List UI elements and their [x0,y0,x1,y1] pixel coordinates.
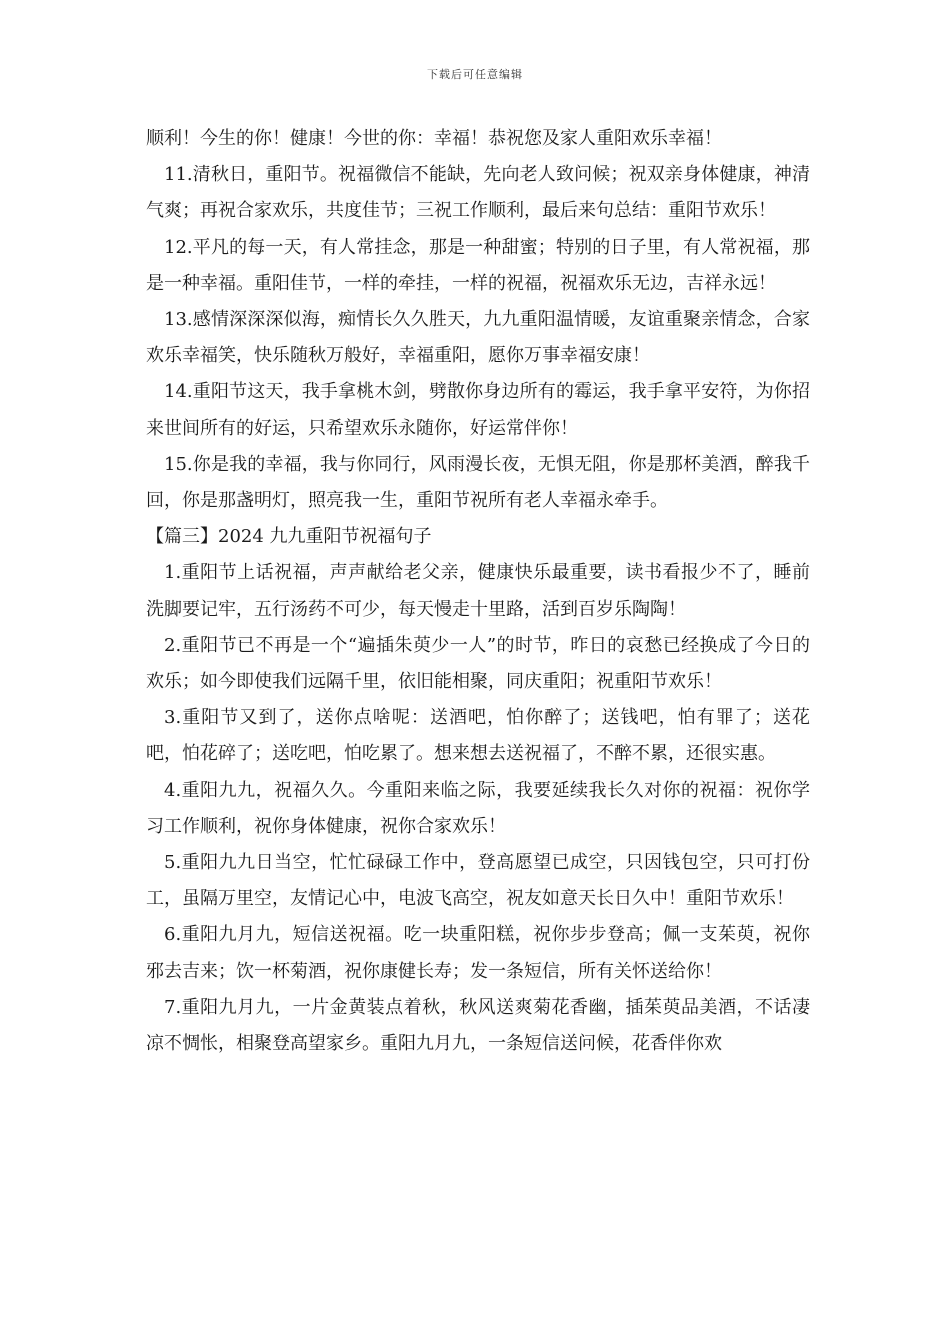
list-item: 6.重阳九月九，短信送祝福。吃一块重阳糕，祝你步步登高；佩一支茱萸，祝你邪去吉来；饮一杯菊酒，祝你康健长寿；发一条短信，所有关怀送给你！ [146,924,810,982]
list-item: 1.重阳节上话祝福，声声献给老父亲，健康快乐最重要，读书看报少不了，睡前洗脚要记牢，五行汤药不可少，每天慢走十里路，活到百岁乐陶陶！ [146,562,810,620]
list-item: 14.重阳节这天，我手拿桃木剑，劈散你身边所有的霉运，我手拿平安符，为你招来世间所有的好运，只希望欢乐永随你，好运常伴你！ [146,381,810,439]
list-item: 12.平凡的每一天，有人常挂念，那是一种甜蜜；特别的日子里，有人常祝福，那是一种幸福。重阳佳节，一样的牵挂，一样的祝福，祝福欢乐无边，吉祥永远！ [146,236,810,294]
list-item: 11.清秋日，重阳节。祝福微信不能缺，先向老人致问候；祝双亲身体健康，神清气爽；再祝合家欢乐，共度佳节；三祝工作顺利，最后来句总结：重阳节欢乐！ [146,164,810,222]
document-body [146,121,810,1062]
list-item: 5.重阳九九日当空，忙忙碌碌工作中，登高愿望已成空，只因钱包空，只可打份工，虽隔万里空，友情记心中，电波飞高空，祝友如意天长日久中！重阳节欢乐！ [146,852,810,910]
paragraph-continuation: 顺利！今生的你！健康！今世的你：幸福！恭祝您及家人重阳欢乐幸福！ [146,128,722,149]
list-item: 3.重阳节又到了，送你点啥呢：送酒吧，怕你醉了；送钱吧，怕有罪了；送花吧，怕花碎了；送吃吧，怕吃累了。想来想去送祝福了，不醉不累，还很实惠。 [146,707,810,765]
list-item: 7.重阳九月九，一片金黄装点着秋，秋风送爽菊花香幽，插茱萸品美酒，不话凄凉不惆怅，相聚登高望家乡。重阳九月九，一条短信送问候，花香伴你欢 [146,996,810,1055]
list-item: 13.感情深深深似海，痴情长久久胜天，九九重阳温情暖，友谊重聚亲情念，合家欢乐幸福笑，快乐随秋万般好，幸福重阳，愿你万事幸福安康！ [146,309,810,367]
page-header: 下载后可任意编辑 [427,68,523,81]
section-title: 【篇三】2024 九九重阳节祝福句子 [146,526,432,548]
list-item: 15.你是我的幸福，我与你同行，风雨漫长夜，无惧无阻，你是那杯美酒，醉我千回，你是那盏明灯，照亮我一生，重阳节祝所有老人幸福永牵手。 [146,453,810,512]
list-item: 2.重阳节已不再是一个“遍插朱萸少一人”的时节，昨日的哀愁已经换成了今日的欢乐；如今即使我们远隔千里，依旧能相聚，同庆重阳；祝重阳节欢乐！ [146,634,810,693]
list-item: 4.重阳九九，祝福久久。今重阳来临之际，我要延续我长久对你的祝福：祝你学习工作顺利，祝你身体健康，祝你合家欢乐！ [146,779,810,837]
